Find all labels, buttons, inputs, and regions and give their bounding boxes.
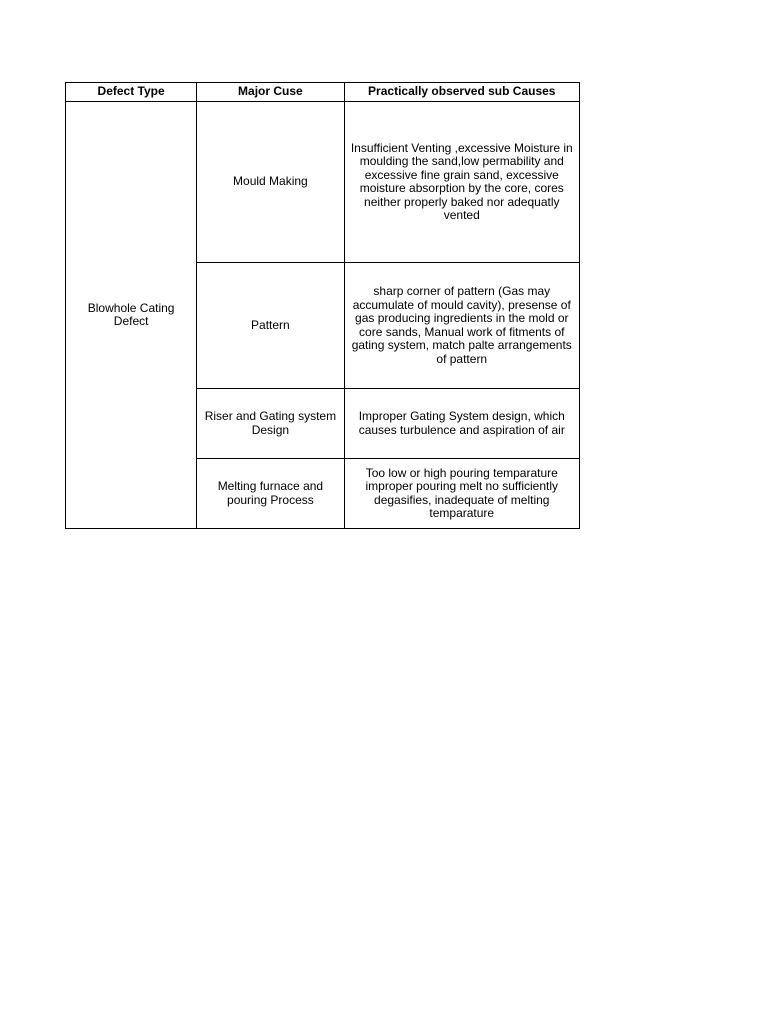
- defect-type-cell: [66, 102, 197, 529]
- major-cause-label: Riser and Gating system Design: [204, 409, 337, 437]
- sub-causes-cell: [344, 459, 579, 529]
- sub-causes-cell: [344, 263, 579, 389]
- major-cause-label: Melting furnace and pouring Process: [217, 479, 324, 507]
- major-cause-cell: [197, 263, 344, 389]
- header-defect-type: Defect Type: [66, 83, 197, 102]
- sub-causes-text: Too low or high pouring temparature improper pouring melt no sufficiently degasifies, inadequate of melting temparature: [365, 465, 559, 520]
- sub-causes-text: Improper Gating System design, which causes turbulence and aspiration of air: [358, 409, 565, 437]
- defect-cause-table: [65, 82, 580, 529]
- sub-causes-text: sharp corner of pattern (Gas may accumulate of mould cavity), presense of gas producing ingredients in the mold or core sands, Manual work of fitments of gating system, match palte arrangements of pattern: [351, 284, 572, 366]
- sub-causes-cell: [344, 102, 579, 263]
- header-major-cause: Major Cuse: [197, 83, 344, 102]
- major-cause-cell: [197, 459, 344, 529]
- sub-causes-text: Insufficient Venting ,excessive Moisture in moulding the sand,low permability and excessive fine grain sand, excessive moisture absorption by the core, cores neither properly baked nor adequatly vented: [350, 140, 573, 222]
- table-header-row: [66, 83, 580, 102]
- major-cause-label: Pattern: [251, 317, 290, 332]
- major-cause-cell: [197, 389, 344, 459]
- major-cause-label: Mould Making: [233, 174, 308, 189]
- major-cause-cell: [197, 102, 344, 263]
- defect-type-label: Blowhole Cating Defect: [87, 300, 175, 328]
- sub-causes-cell: [344, 389, 579, 459]
- table-row: [66, 102, 580, 263]
- header-sub-causes: Practically observed sub Causes: [344, 83, 579, 102]
